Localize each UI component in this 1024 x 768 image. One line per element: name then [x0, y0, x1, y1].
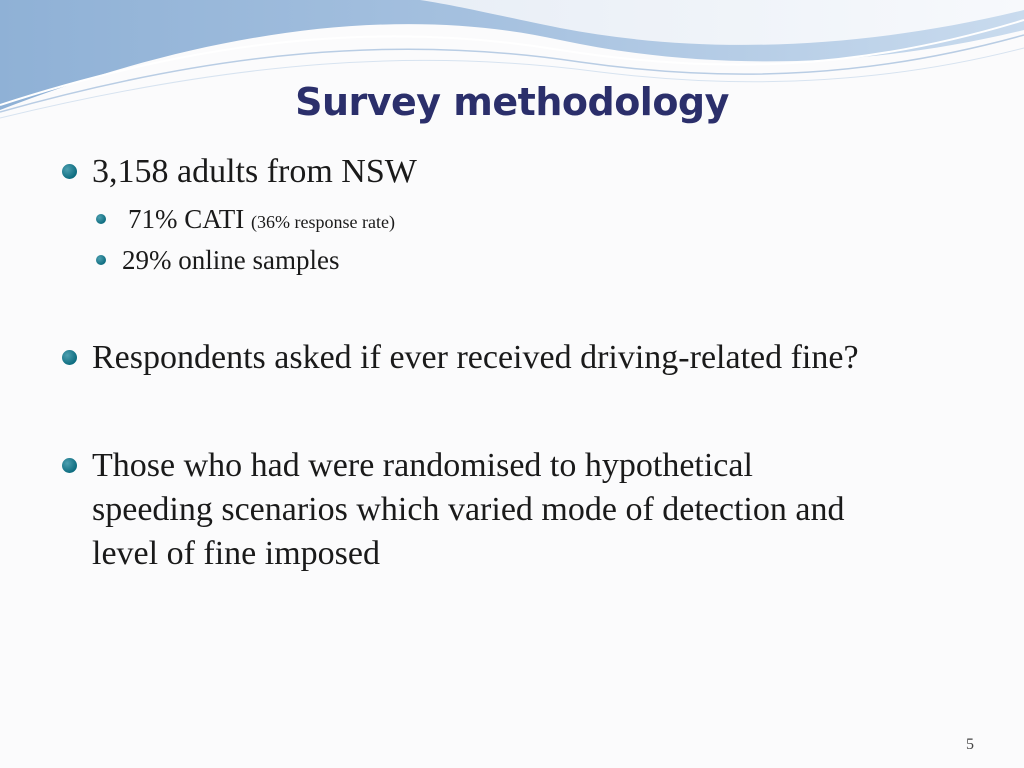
sub-bullet-2-text: 29% online samples: [122, 245, 340, 275]
sub-bullet-1-text: 71% CATI: [128, 204, 245, 234]
sub-bullet-dot-icon: [96, 214, 106, 224]
bullet-3: [92, 444, 992, 576]
bullet-3-line-2: speeding scenarios which varied mode of detection and: [92, 491, 845, 528]
sub-bullet-1: [128, 202, 395, 239]
bullet-2-text: Respondents asked if ever received driving-related fine?: [92, 339, 859, 376]
bullet-3-line-3: level of fine imposed: [92, 535, 380, 572]
bullet-dot-icon: [62, 164, 77, 179]
page-number: 5: [966, 736, 974, 753]
bullet-dot-icon: [62, 458, 77, 473]
sub-bullet-1-note: (36% response rate): [251, 212, 395, 232]
bullet-1-text: 3,158 adults from NSW: [92, 153, 417, 190]
sub-bullet-dot-icon: [96, 255, 106, 265]
slide-title: Survey methodology: [295, 80, 729, 124]
bullet-dot-icon: [62, 350, 77, 365]
bullet-3-line-1: Those who had were randomised to hypothetical: [92, 447, 753, 484]
